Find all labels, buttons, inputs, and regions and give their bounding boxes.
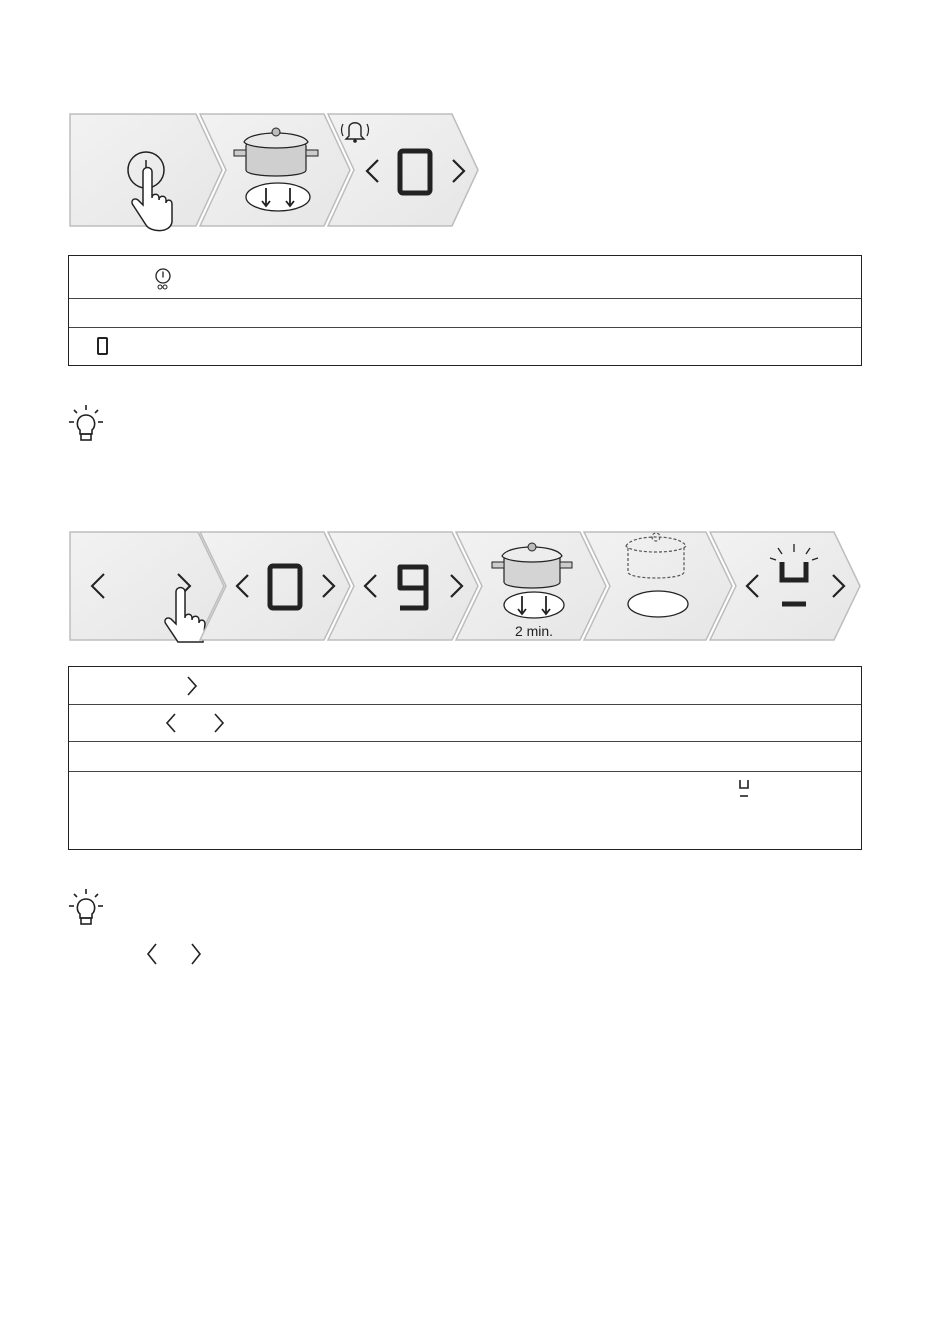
table-row: [69, 256, 861, 299]
left-right-arrows-icon: [163, 710, 229, 736]
lightbulb-icon: [66, 402, 106, 444]
lightbulb-icon: [66, 886, 106, 928]
table-row: [69, 772, 861, 849]
table-row: [69, 705, 861, 742]
table-row: [69, 742, 861, 772]
cooking-zone-icon: [246, 183, 310, 211]
power-key-icon: [151, 264, 175, 292]
display-digit-icon: [95, 336, 111, 358]
section1-illustration-strip: [0, 0, 933, 240]
cooking-zone-icon: [504, 592, 564, 618]
arrows-step-panel: [70, 532, 224, 642]
section1-steps-table: [68, 255, 862, 366]
section2-illustration-strip: [0, 520, 933, 650]
timer-caption: 2 min.: [514, 623, 554, 639]
power-step-panel: [70, 114, 222, 231]
table-row: [69, 328, 861, 365]
table-row: [69, 299, 861, 328]
left-right-arrows-icon: [142, 940, 208, 968]
section2-steps-table: [68, 666, 862, 850]
right-arrow-icon: [183, 673, 201, 699]
table-row: [69, 667, 861, 705]
display-u-icon: [737, 778, 751, 800]
cooking-zone-icon: [628, 591, 688, 617]
